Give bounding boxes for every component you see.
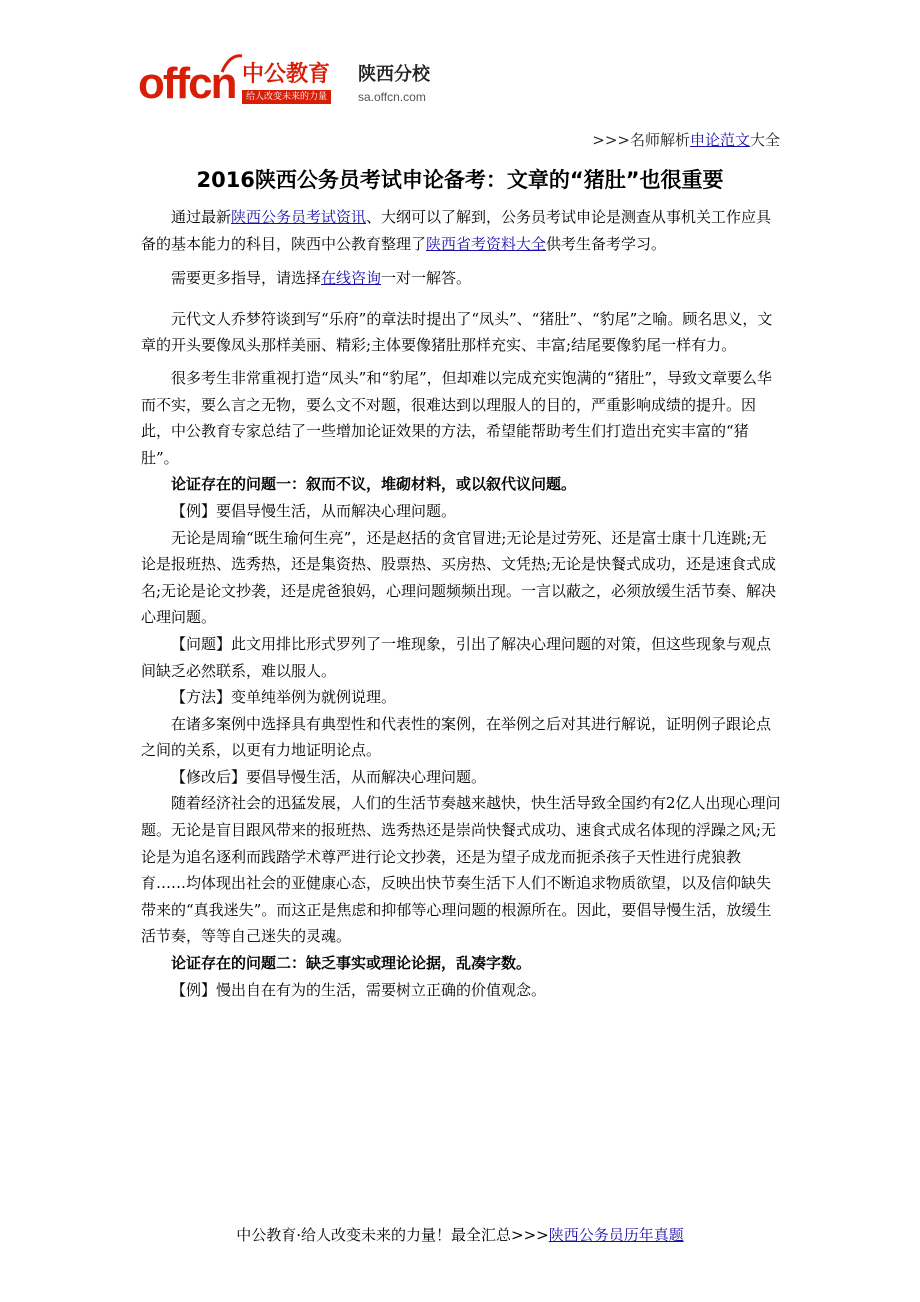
footer-text: 中公教育·给人改变未来的力量！最全汇总>>>: [236, 1226, 549, 1244]
exam-news-link[interactable]: 陕西公务员考试资讯: [231, 208, 367, 226]
brand-name: 中公教育: [242, 62, 331, 87]
brand-slogan: 给人改变未来的力量: [242, 90, 331, 104]
paragraph: 在诸多案例中选择具有典型性和代表性的案例，在举例之后对其进行解说，证明例子跟论点之间的关系，以更有力地证明论点。: [141, 714, 772, 760]
top-link-suffix: 大全: [749, 131, 780, 149]
paragraph: 【方法】变单纯举例为就例说理。: [171, 688, 397, 707]
past-exams-link[interactable]: 陕西公务员历年真题: [548, 1226, 684, 1244]
materials-link[interactable]: 陕西省考资料大全: [426, 234, 547, 253]
online-consult-link[interactable]: 在线咨询: [321, 269, 382, 288]
paragraph: 很多考生非常重视打造“凤头”和“豹尾”，但却难以完成充实饱满的“猪肚”，导致文章要么华而不实，要么言之无物，要么文不对题，很难达到以理服人的目的，严重影响成绩的提升。因此，中公教育专家总结了一些增加论证效果的方法，希望能帮助考生们打造出充实丰富的“猪肚”。: [141, 368, 773, 467]
paragraph: 【例】要倡导慢生活，从而解决心理问题。: [171, 501, 457, 520]
paragraph: 元代文人乔梦符谈到写“乐府”的章法时提出了“凤头”、“猪肚”、“豹尾”之喻。顾名思义，文章的开头要像凤头那样美丽、精彩;主体要像猪肚那样充实、丰富;结尾要像豹尾一样有力。: [141, 309, 773, 355]
article-body: [141, 204, 781, 1003]
top-nav-link: [592, 130, 780, 150]
paragraph: 【例】慢出自在有为的生活，需要树立正确的价值观念。: [171, 980, 547, 999]
offcn-logo[interactable]: offcn: [138, 59, 236, 108]
consult-paragraph: 需要更多指导，请选择在线咨询一对一解答。: [171, 269, 472, 288]
paragraph: 随着经济社会的迅猛发展，人们的生活节奏越来越快，快生活导致全国约有2亿人出现心理问题。无论是盲目跟风带来的报班热、选秀热还是崇尚快餐式成功、速食式成名体现的浮躁之风;无论是为追名逐利而践踏学术尊严进行论文抄袭，还是为望子成龙而扼杀孩子天性进行虎狼教育……均体现出社会的亚健康心态，反映出快节奏生活下人们不断追求物质欲望，以及信仰缺失带来的“真我迷失”。而这正是焦虑和抑郁等心理问题的根源所在。因此，要倡导慢生活，放缓生活节奏，等等自己迷失的灵魂。: [141, 794, 781, 946]
page-title: 2016陕西公务员考试申论备考：文章的“猪肚”也很重要: [196, 168, 724, 192]
logo-swoosh-icon: [220, 52, 244, 76]
top-link-prefix: >>>名师解析: [592, 131, 690, 149]
paragraph: 无论是周瑜“既生瑜何生亮”，还是赵括的贪官冒进;无论是过劳死、还是富士康十几连跳;无论是报班热、选秀热，还是集资热、股票热、买房热、文凭热;无论是快餐式成功，还是速食式成名;无论是论文抄袭，还是虎爸狼妈，心理问题频频出现。一言以蔽之，必须放缓生活节奏、解决心理问题。: [141, 528, 777, 627]
essay-samples-link[interactable]: 申论范文: [689, 131, 750, 149]
paragraph: 【修改后】要倡导慢生活，从而解决心理问题。: [171, 767, 487, 786]
paragraph: 【问题】此文用排比形式罗列了一堆现象，引出了解决心理问题的对策，但这些现象与观点间缺乏必然联系，难以服人。: [141, 634, 772, 680]
site-url: sa.offcn.com: [358, 90, 426, 104]
section-heading: 论证存在的问题一：叙而不议，堆砌材料，或以叙代议问题。: [171, 475, 577, 494]
section-heading: 论证存在的问题二：缺乏事实或理论论据，乱凑字数。: [171, 954, 532, 973]
page-footer: [0, 1225, 920, 1245]
site-header: [138, 58, 498, 114]
intro-paragraph: 通过最新陕西公务员考试资讯、大纲可以了解到，公务员考试申论是测查从事机关工作应具备的基本能力的科目，陕西中公教育整理了陕西省考资料大全供考生备考学习。: [141, 208, 772, 253]
branch-name: 陕西分校: [358, 64, 430, 85]
